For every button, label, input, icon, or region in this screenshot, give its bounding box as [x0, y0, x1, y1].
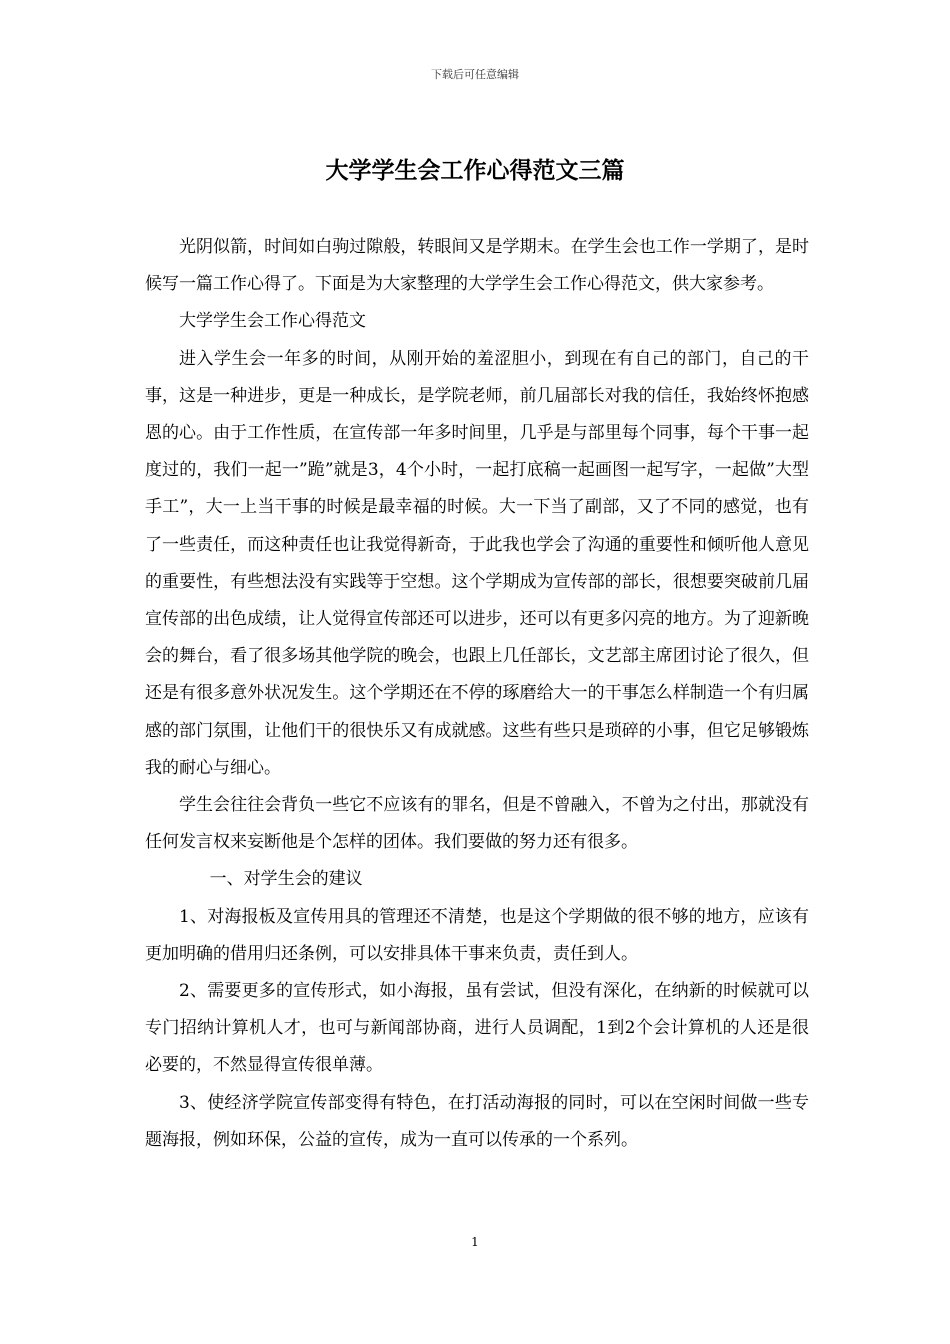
paragraph-suggestion-2: 2、需要更多的宣传形式，如小海报，虽有尝试，但没有深化，在纳新的时候就可以专门招纳计算机人才，也可与新闻部协商，进行人员调配，1到2个会计算机的人还是很必要的，不然显得宣传很单薄。	[145, 981, 809, 1076]
paragraph-intro: 光阴似箭，时间如白驹过隙般，转眼间又是学期末。在学生会也工作一学期了，是时候写一篇工作心得了。下面是为大家整理的大学学生会工作心得范文，供大家参考。	[145, 237, 809, 295]
paragraph-reflection: 学生会往往会背负一些它不应该有的罪名，但是不曾融入，不曾为之付出，那就没有任何发言权来妄断他是个怎样的团体。我们要做的努力还有很多。	[145, 795, 809, 853]
paragraph-experience: 进入学生会一年多的时间，从刚开始的羞涩胆小，到现在有自己的部门，自己的干事，这是一种进步，更是一种成长，是学院老师，前几届部长对我的信任，我始终怀抱感恩的心。由于工作性质，在宣传部一年多时间里，几乎是与部里每个同事，每个干事一起度过的，我们一起一”跪”就是3，4个小时，一起打底稿一起画图一起写字，一起做”大型手工”，大一上当干事的时候是最幸福的时候。大一下当了副部，又了不同的感觉，也有了一些责任，而这种责任也让我觉得新奇，于此我也学会了沟通的重要性和倾听他人意见的重要性，有些想法没有实践等于空想。这个学期成为宣传部的部长，很想要突破前几届宣传部的出色成绩，让人觉得宣传部还可以进步，还可以有更多闪亮的地方。为了迎新晚会的舞台，看了很多场其他学院的晚会，也跟上几任部长，文艺部主席团讨论了很久，但还是有很多意外状况发生。这个学期还在不停的琢磨给大一的干事怎么样制造一个有归属感的部门氛围，让他们干的很快乐又有成就感。这些有些只是琐碎的小事，但它足够锻炼我的耐心与细心。	[145, 348, 809, 778]
paragraph-suggestion-1: 1、对海报板及宣传用具的管理还不清楚，也是这个学期做的很不够的地方，应该有更加明确的借用归还条例，可以安排具体干事来负责，责任到人。	[145, 906, 809, 964]
paragraph-suggestion-3: 3、使经济学院宣传部变得有特色，在打活动海报的同时，可以在空闲时间做一些专题海报，例如环保，公益的宣传，成为一直可以传承的一个系列。	[145, 1092, 809, 1150]
paragraph-subheading: 大学学生会工作心得范文	[179, 311, 366, 332]
page-header-note: 下载后可任意编辑	[431, 68, 519, 81]
section-heading-suggestions: 一、对学生会的建议	[209, 869, 363, 890]
document-body	[145, 229, 809, 1159]
document-title: 大学学生会工作心得范文三篇	[325, 157, 625, 184]
page-number: 1	[471, 1235, 479, 1249]
